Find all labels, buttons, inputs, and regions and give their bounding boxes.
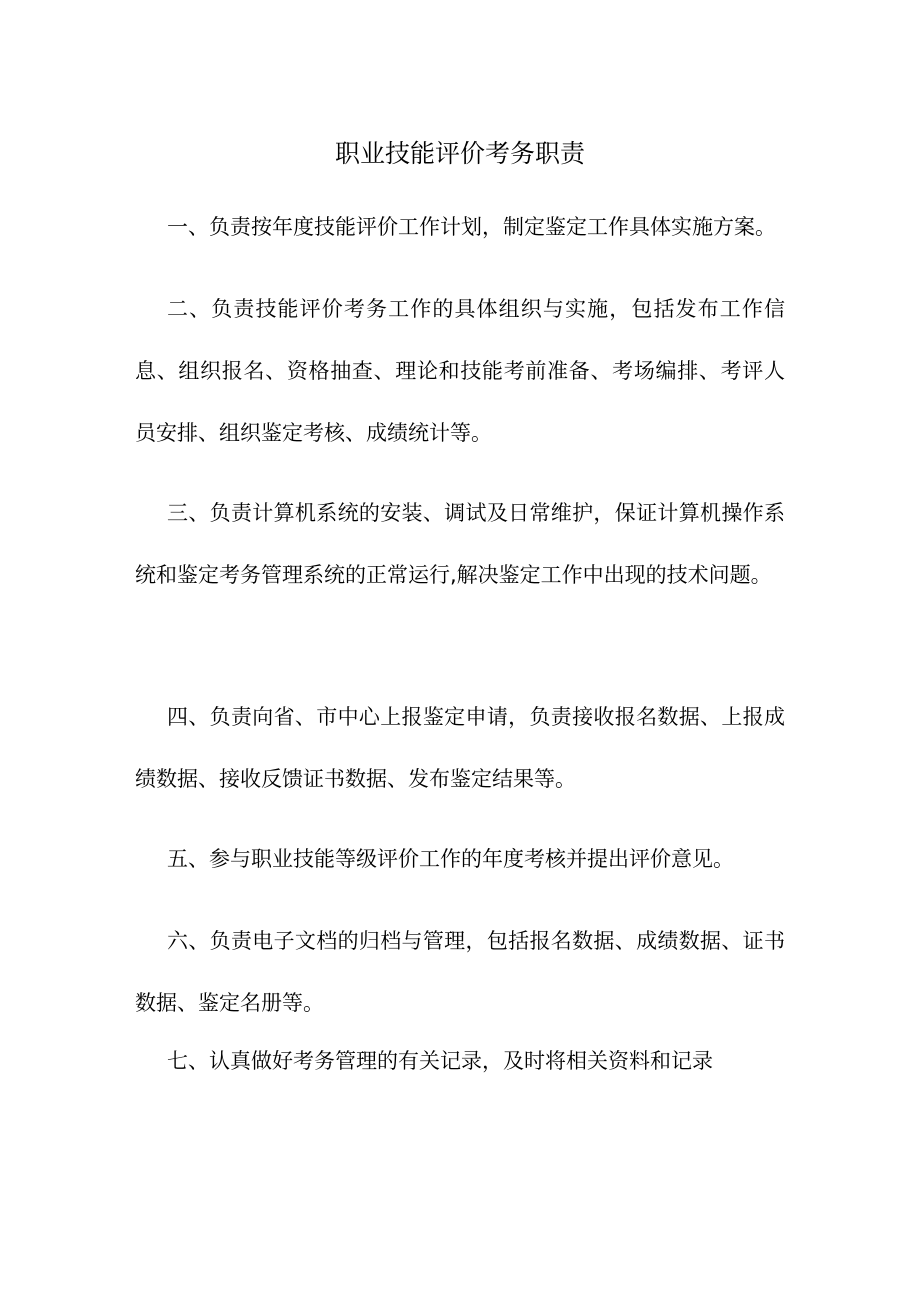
paragraph-5: 五、参与职业技能等级评价工作的年度考核并提出评价意见。 <box>167 847 734 871</box>
paragraph-6: 六、负责电子文档的归档与管理，包括报名数据、成绩数据、证书数据、鉴定名册等。 <box>135 929 785 1015</box>
paragraph-3: 三、负责计算机系统的安装、调试及日常维护，保证计算机操作系统和鉴定考务管理系统的正常运行,解决鉴定工作中出现的技术问题。 <box>135 501 785 587</box>
paragraph-2: 二、负责技能评价考务工作的具体组织与实施，包括发布工作信息、组织报名、资格抽查、理论和技能考前准备、考场编排、考评人员安排、组织鉴定考核、成绩统计等。 <box>135 297 785 445</box>
paragraph-1: 一、负责按年度技能评价工作计划，制定鉴定工作具体实施方案。 <box>167 215 776 239</box>
paragraph-7: 七、认真做好考务管理的有关记录，及时将相关资料和记录 <box>167 1049 713 1073</box>
page-title: 职业技能评价考务职责 <box>334 139 585 168</box>
paragraph-4: 四、负责向省、市中心上报鉴定申请，负责接收报名数据、上报成绩数据、接收反馈证书数据、发布鉴定结果等。 <box>135 705 785 791</box>
